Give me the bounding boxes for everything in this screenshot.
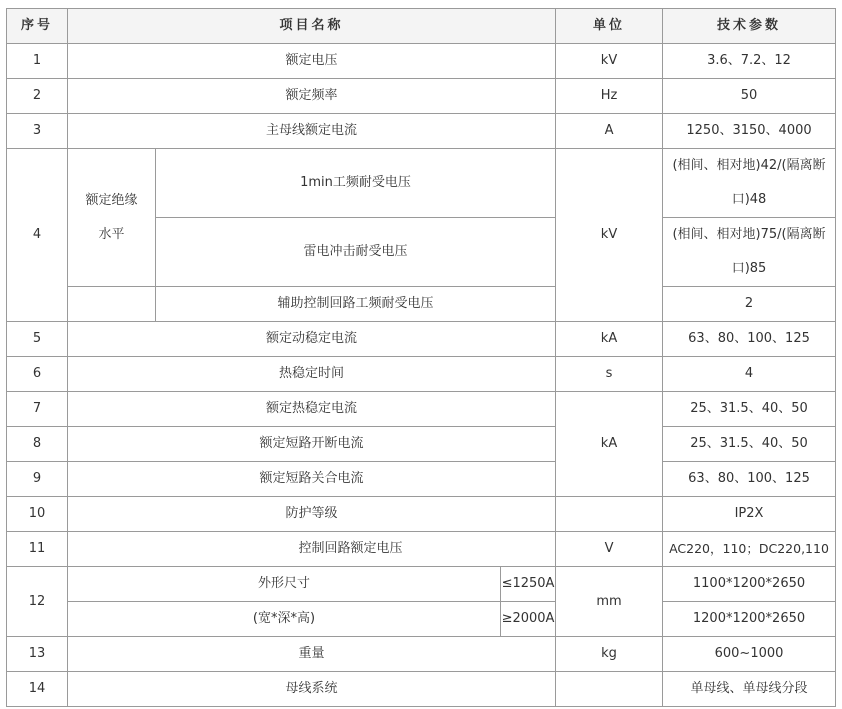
row-no: 4 (7, 149, 68, 322)
row-item: 额定电压 (68, 44, 556, 79)
row-unit: A (556, 114, 663, 149)
row-item: 主母线额定电流 (68, 114, 556, 149)
row-param: 25、31.5、40、50 (663, 392, 836, 427)
header-row (7, 9, 836, 44)
table-row (7, 532, 836, 567)
row-no: 2 (7, 79, 68, 114)
row-item: 热稳定时间 (68, 357, 556, 392)
row-condition: ≥2000A (501, 602, 556, 637)
table-row (7, 322, 836, 357)
row-param: 1100*1200*2650 (663, 567, 836, 602)
row-item: 额定动稳定电流 (68, 322, 556, 357)
row-item: 额定短路开断电流 (68, 427, 556, 462)
header-param: 技术参数 (663, 9, 836, 44)
row-no: 11 (7, 532, 68, 567)
table-row (7, 567, 836, 602)
table-row (7, 357, 836, 392)
table-row (7, 44, 836, 79)
row-no: 1 (7, 44, 68, 79)
table-row (7, 287, 836, 322)
row-item: 1min工频耐受电压 (156, 149, 556, 218)
row-param: 1200*1200*2650 (663, 602, 836, 637)
table-row (7, 637, 836, 672)
insulation-group-label: 额定绝缘水平 (68, 149, 156, 287)
row-param: 2 (663, 287, 836, 322)
row-item: 额定热稳定电流 (68, 392, 556, 427)
row-item: 母线系统 (68, 672, 556, 707)
row-unit: kg (556, 637, 663, 672)
row-unit: kV (556, 149, 663, 322)
row-param: 1250、3150、4000 (663, 114, 836, 149)
row-no: 3 (7, 114, 68, 149)
row-item: 重量 (68, 637, 556, 672)
row-item: 防护等级 (68, 497, 556, 532)
table-row (7, 672, 836, 707)
row-param: 4 (663, 357, 836, 392)
row-param: IP2X (663, 497, 836, 532)
table-row (7, 462, 836, 497)
row-item: 额定频率 (68, 79, 556, 114)
row-unit: kV (556, 44, 663, 79)
row-param: AC220，110；DC220,110 (663, 532, 836, 567)
row-unit: V (556, 532, 663, 567)
row-item: 额定短路关合电流 (68, 462, 556, 497)
table-row (7, 427, 836, 462)
table-row (7, 114, 836, 149)
row-item: 辅助控制回路工频耐受电压 (156, 287, 556, 322)
row-no: 9 (7, 462, 68, 497)
header-item: 项目名称 (68, 9, 556, 44)
row-no: 5 (7, 322, 68, 357)
row-unit: kA (556, 322, 663, 357)
row-param: 单母线、单母线分段 (663, 672, 836, 707)
row-item: 外形尺寸 (68, 567, 501, 602)
spec-table (6, 8, 836, 707)
row-unit: kA (556, 392, 663, 497)
header-unit: 单位 (556, 9, 663, 44)
row-param: 600~1000 (663, 637, 836, 672)
table-row (7, 497, 836, 532)
row-item: (宽*深*高) (68, 602, 501, 637)
row-unit (556, 497, 663, 532)
row-param: 63、80、100、125 (663, 462, 836, 497)
row-unit: Hz (556, 79, 663, 114)
row-item: 雷电冲击耐受电压 (156, 218, 556, 287)
row-unit: s (556, 357, 663, 392)
row-unit (556, 672, 663, 707)
row-no: 14 (7, 672, 68, 707)
row-no: 7 (7, 392, 68, 427)
table-row (7, 392, 836, 427)
row-no: 13 (7, 637, 68, 672)
row-no: 6 (7, 357, 68, 392)
row-param: 3.6、7.2、12 (663, 44, 836, 79)
row-no: 10 (7, 497, 68, 532)
row-no: 12 (7, 567, 68, 637)
row-param: 25、31.5、40、50 (663, 427, 836, 462)
table-row (7, 149, 836, 218)
row-item: 控制回路额定电压 (68, 532, 556, 567)
row-condition: ≤1250A (501, 567, 556, 602)
empty-cell (68, 287, 156, 322)
row-unit: mm (556, 567, 663, 637)
header-no: 序号 (7, 9, 68, 44)
row-param: (相间、相对地)75/(隔离断口)85 (663, 218, 836, 287)
row-param: 50 (663, 79, 836, 114)
row-no: 8 (7, 427, 68, 462)
table-row (7, 602, 836, 637)
row-param: 63、80、100、125 (663, 322, 836, 357)
table-row (7, 79, 836, 114)
row-param: (相间、相对地)42/(隔离断口)48 (663, 149, 836, 218)
